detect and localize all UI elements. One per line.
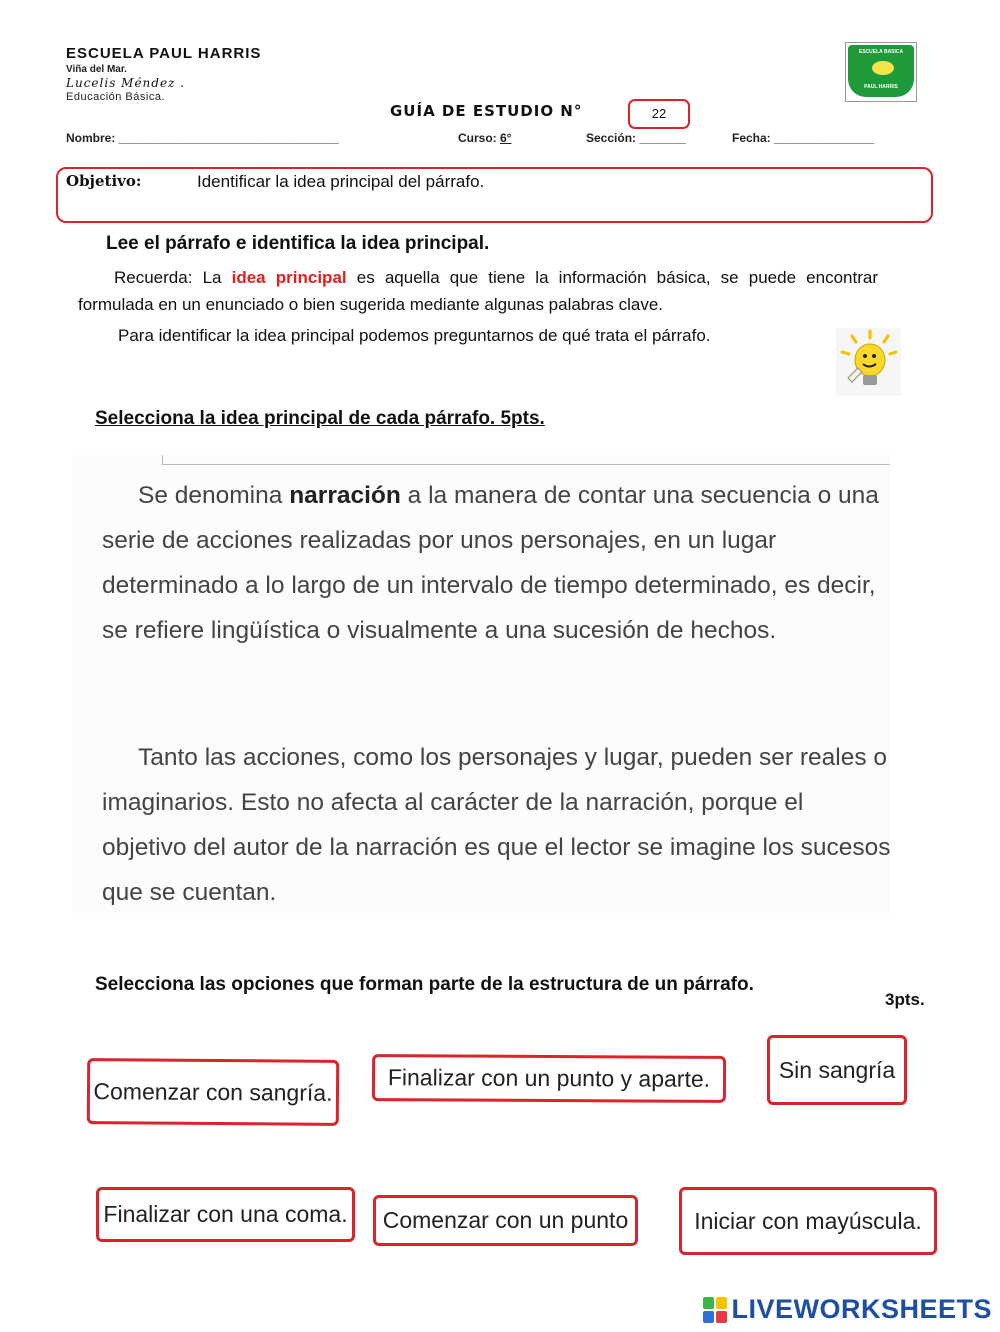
tip-paragraph: Para identificar la idea principal podemos preguntarnos de qué trata el párrafo. — [118, 326, 711, 345]
nombre-field: Nombre: _________________________________ — [66, 131, 339, 145]
recuerda-suffix: es aquella que tiene la información básica, se puede encontrar formulada en un enunciado o bien sugerida mediante algunas palabras clave. — [78, 268, 878, 314]
school-logo — [845, 42, 917, 102]
option-comenzar-sangria[interactable]: Comenzar con sangría. — [87, 1058, 339, 1126]
liveworksheets-logo-icon — [703, 1297, 727, 1323]
option-finalizar-punto-aparte[interactable]: Finalizar con un punto y aparte. — [372, 1054, 726, 1103]
option-comenzar-punto[interactable]: Comenzar con un punto — [373, 1195, 638, 1246]
objective-label: Objetivo: — [66, 172, 142, 190]
idea-principal-highlight: idea principal — [231, 268, 347, 287]
lightbulb-icon — [836, 328, 901, 396]
teacher-name: Lucelis Méndez . — [66, 76, 186, 90]
recuerda-prefix: Recuerda: La — [114, 268, 232, 287]
curso-label: Curso: — [458, 131, 500, 145]
school-name: ESCUELA PAUL HARRIS — [66, 45, 262, 62]
guide-number: 22 — [628, 99, 690, 129]
option-sin-sangria[interactable]: Sin sangría — [767, 1035, 907, 1105]
brand-name: LIVEWORKSHEETS — [731, 1294, 992, 1324]
passage-paragraph-2 — [102, 735, 892, 915]
education-level: Educación Básica. — [66, 91, 165, 103]
instructions-heading: Lee el párrafo e identifica la idea principal. — [106, 233, 490, 254]
curso-field — [458, 131, 511, 145]
passage-paragraph-1 — [102, 473, 892, 653]
option-finalizar-coma[interactable]: Finalizar con una coma. — [96, 1187, 355, 1242]
school-city: Viña del Mar. — [66, 64, 127, 75]
passage-p1-rest: a la manera de contar una secuencia o una serie de acciones realizadas por unos personajes, en un lugar determinado a lo largo de un intervalo de tiempo determinado, es decir, se refiere lingüística o visualmente a una sucesión de hechos. — [102, 482, 879, 644]
logo-top-text: ESCUELA BASICA — [858, 49, 904, 55]
seccion-field: Sección: _______ — [586, 131, 687, 145]
reading-passage — [72, 455, 890, 913]
liveworksheets-brand[interactable] — [703, 1294, 992, 1325]
logo-emblem — [872, 61, 894, 75]
option-iniciar-mayuscula[interactable]: Iniciar con mayúscula. — [679, 1187, 937, 1255]
guide-title: GUÍA DE ESTUDIO N° — [390, 102, 583, 120]
passage-p2-text: Tanto las acciones, como los personajes y lugar, pueden ser reales o imaginarios. Esto no afecta al carácter de la narración, porque el objetivo del autor de la narración es que el lector se imagine los sucesos que se cuentan. — [102, 744, 891, 906]
section2-heading: Selecciona las opciones que forman parte de la estructura de un párrafo. — [95, 974, 754, 995]
curso-value: 6° — [500, 131, 512, 145]
section1-heading: Selecciona la idea principal de cada párrafo. 5pts. — [95, 408, 545, 429]
recuerda-paragraph — [78, 264, 878, 318]
objective-text: Identificar la idea principal del párrafo. — [197, 172, 485, 191]
fecha-field: Fecha: _______________ — [732, 131, 875, 145]
logo-bottom-text: PAUL HARRIS — [864, 84, 898, 90]
passage-p1-prefix: Se denomina — [138, 482, 290, 509]
passage-top-line — [162, 464, 890, 465]
section2-points: 3pts. — [885, 990, 925, 1009]
objective-box — [56, 167, 933, 223]
narracion-keyword: narración — [289, 482, 401, 509]
